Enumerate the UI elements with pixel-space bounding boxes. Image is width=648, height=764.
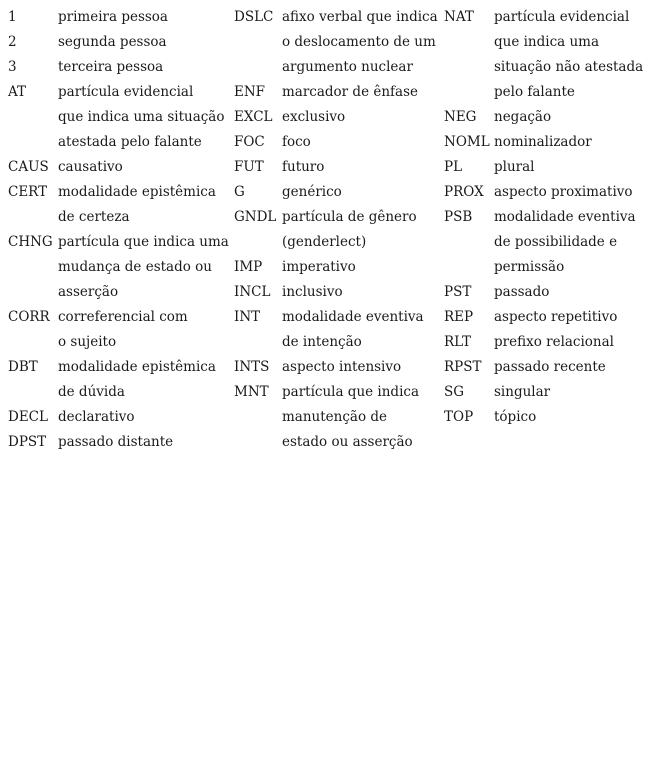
meaning-line: causativo [58,159,123,175]
abbreviation-code: INCL [234,284,271,300]
abbreviation-entry [444,180,643,205]
abbreviation-code: AT [8,84,27,100]
meaning-line: que indica uma situação [58,109,225,125]
meaning-line: partícula de gênero [282,209,417,225]
meaning-line: tópico [494,409,537,425]
abbreviation-entry [234,105,438,130]
meaning-line: plural [494,159,535,175]
abbreviation-code: 1 [8,9,17,25]
abbreviation-meaning [282,155,324,180]
meaning-line: manutenção de [282,409,388,425]
meaning-line: mudança de estado ou [58,259,212,275]
abbreviation-code: SG [444,384,465,400]
meaning-line: argumento nuclear [282,59,413,75]
abbreviation-entry [8,405,229,430]
abbreviation-entry [8,355,229,405]
abbreviation-entry [8,30,229,55]
abbreviation-entry [444,130,643,155]
meaning-line: nominalizador [494,134,592,150]
abbreviation-entry [234,130,438,155]
abbreviation-code: IMP [234,259,263,275]
abbreviation-entry [444,355,643,380]
abbreviation-meaning [58,355,216,405]
abbreviation-entry [444,155,643,180]
abbreviation-entry [234,305,438,355]
abbreviation-meaning [494,380,550,405]
meaning-line: que indica uma [494,34,600,50]
abbreviation-entry [8,430,229,455]
meaning-line: partícula que indica [282,384,419,400]
abbreviation-entry [444,330,643,355]
abbreviation-code: DPST [8,434,47,450]
abbreviation-code: INT [234,309,261,325]
abbreviation-meaning [494,155,534,180]
abbreviation-code: REP [444,309,474,325]
abbreviation-code: PST [444,284,472,300]
abbreviation-code: 2 [8,34,17,50]
meaning-line: de possibilidade e [494,234,618,250]
abbreviation-entry [234,205,438,255]
abbreviation-code: DSLC [234,9,274,25]
meaning-line: passado [494,284,550,300]
meaning-line: segunda pessoa [58,34,167,50]
abbreviation-code: CERT [8,184,48,200]
meaning-line: primeira pessoa [58,9,168,25]
meaning-line: foco [282,134,311,150]
abbreviation-code: PROX [444,184,484,200]
abbreviation-meaning [494,405,536,430]
abbreviation-column-1 [8,5,229,455]
abbreviation-entry [444,280,643,305]
abbreviation-meaning [58,230,229,305]
abbreviation-meaning [494,330,614,355]
abbreviation-code: NAT [444,9,474,25]
abbreviation-meaning [282,205,417,255]
abbreviation-meaning [58,430,173,455]
meaning-line: de dúvida [58,384,125,400]
abbreviation-meaning [282,5,438,80]
meaning-line: de intenção [282,334,362,350]
meaning-line: terceira pessoa [58,59,164,75]
abbreviation-meaning [282,280,343,305]
abbreviation-column-3 [444,5,643,430]
meaning-line: aspecto intensivo [282,359,402,375]
abbreviation-meaning [58,405,135,430]
abbreviation-code: RLT [444,334,472,350]
meaning-line: modalidade epistêmica [58,359,216,375]
abbreviation-column-2 [234,5,438,455]
abbreviation-meaning [282,305,424,355]
meaning-line: futuro [282,159,325,175]
abbreviation-meaning [282,130,311,155]
abbreviation-code: TOP [444,409,474,425]
abbreviation-meaning [282,255,356,280]
abbreviation-code: DBT [8,359,38,375]
abbreviation-meaning [58,155,123,180]
meaning-line: modalidade eventiva [282,309,424,325]
abbreviation-meaning [58,55,163,80]
abbreviation-meaning [58,5,168,30]
abbreviation-meaning [494,105,551,130]
abbreviation-meaning [282,355,401,380]
abbreviation-code: FUT [234,159,264,175]
meaning-line: negação [494,109,552,125]
meaning-line: passado recente [494,359,606,375]
abbreviation-meaning [58,180,216,230]
meaning-line: situação não atestada [494,59,644,75]
abbreviation-meaning [494,355,606,380]
abbreviation-entry [8,155,229,180]
abbreviation-entry [234,255,438,280]
abbreviation-entry [234,180,438,205]
abbreviation-entry [234,280,438,305]
abbreviation-meaning [58,305,188,355]
abbreviation-code: INTS [234,359,270,375]
abbreviation-meaning [58,80,224,155]
abbreviation-code: ENF [234,84,266,100]
abbreviation-meaning [282,105,345,130]
abbreviation-code: RPST [444,359,482,375]
meaning-line: declarativo [58,409,135,425]
meaning-line: aspecto proximativo [494,184,633,200]
abbreviation-meaning [58,30,167,55]
abbreviation-entry [8,5,229,30]
abbreviation-code: MNT [234,384,269,400]
abbreviation-code: CHNG [8,234,53,250]
meaning-line: asserção [58,284,119,300]
meaning-line: aspecto repetitivo [494,309,618,325]
abbreviation-code: PL [444,159,463,175]
abbreviation-entry [8,55,229,80]
abbreviation-meaning [282,80,418,105]
abbreviation-entry [234,380,438,455]
meaning-line: marcador de ênfase [282,84,418,100]
abbreviation-entry [444,380,643,405]
meaning-line: pelo falante [494,84,575,100]
meaning-line: exclusivo [282,109,346,125]
abbreviation-entry [444,405,643,430]
meaning-line: afixo verbal que indica [282,9,438,25]
meaning-line: imperativo [282,259,356,275]
abbreviation-code: GNDL [234,209,277,225]
meaning-line: partícula que indica uma [58,234,229,250]
abbreviation-meaning [494,5,643,105]
meaning-line: singular [494,384,551,400]
abbreviation-entry [8,80,229,155]
meaning-line: partícula evidencial [58,84,194,100]
meaning-line: o deslocamento de um [282,34,436,50]
abbreviation-meaning [494,205,636,280]
abbreviation-meaning [282,380,419,455]
abbreviation-code: FOC [234,134,265,150]
abbreviation-entry [234,5,438,80]
abbreviation-meaning [494,305,617,330]
meaning-line: prefixo relacional [494,334,614,350]
abbreviation-entry [444,5,643,105]
abbreviation-entry [8,305,229,355]
meaning-line: genérico [282,184,342,200]
meaning-line: passado distante [58,434,174,450]
abbreviation-meaning [494,130,592,155]
abbreviation-code: 3 [8,59,17,75]
abbreviation-entry [8,230,229,305]
abbreviation-code: EXCL [234,109,273,125]
meaning-line: estado ou asserção [282,434,413,450]
meaning-line: (genderlect) [282,234,367,250]
meaning-line: o sujeito [58,334,117,350]
meaning-line: correferencial com [58,309,188,325]
abbreviation-code: DECL [8,409,48,425]
abbreviation-entry [234,80,438,105]
meaning-line: atestada pelo falante [58,134,202,150]
abbreviation-code: NEG [444,109,477,125]
abbreviation-code: G [234,184,245,200]
abbreviation-code: CAUS [8,159,49,175]
meaning-line: de certeza [58,209,130,225]
abbreviation-meaning [494,180,633,205]
abbreviation-code: CORR [8,309,50,325]
meaning-line: inclusivo [282,284,343,300]
meaning-line: modalidade epistêmica [58,184,216,200]
abbreviation-entry [444,205,643,280]
abbreviation-code: PSB [444,209,473,225]
abbreviation-code: NOML [444,134,490,150]
abbreviation-entry [444,305,643,330]
meaning-line: permissão [494,259,565,275]
abbreviation-entry [444,105,643,130]
meaning-line: modalidade eventiva [494,209,636,225]
meaning-line: partícula evidencial [494,9,630,25]
abbreviation-entry [234,355,438,380]
abbreviation-entry [234,155,438,180]
abbreviation-meaning [282,180,342,205]
abbreviation-meaning [494,280,549,305]
abbreviation-entry [8,180,229,230]
